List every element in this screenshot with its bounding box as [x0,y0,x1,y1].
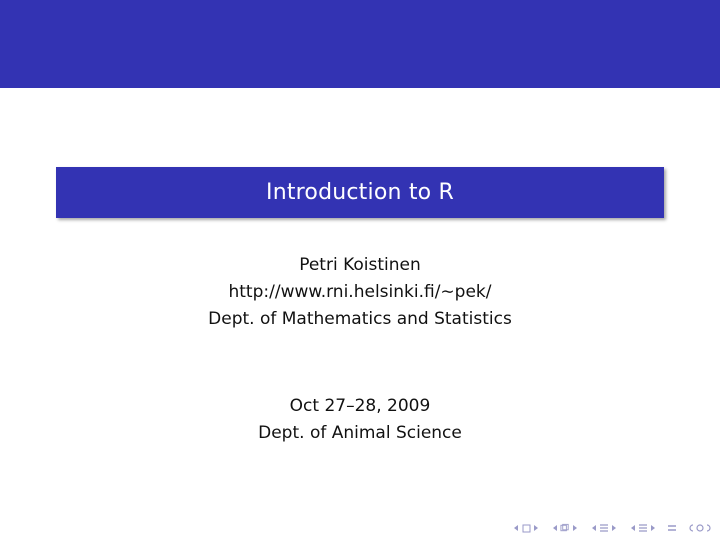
search-icon[interactable] [686,522,714,534]
appendix-icon[interactable] [667,522,677,534]
presentation-venue: Dept. of Animal Science [258,423,462,443]
document-icon[interactable] [638,522,648,534]
author-block [0,252,720,333]
arrow-left-icon[interactable] [550,522,560,534]
subsection-icon[interactable] [560,522,570,534]
arrow-left-icon[interactable] [511,522,521,534]
author-affiliation: Dept. of Mathematics and Statistics [208,309,512,329]
presentation-date: Oct 27–28, 2009 [289,396,431,416]
beamer-navigation-bar [502,521,714,535]
section-icon[interactable] [599,522,609,534]
header-bar [0,0,720,88]
document-nav-group [628,522,658,534]
arrow-left-icon[interactable] [589,522,599,534]
section-nav-group [589,522,619,534]
frame-nav-group [511,522,541,534]
date-block [0,393,720,447]
arrow-right-icon[interactable] [609,522,619,534]
arrow-right-icon[interactable] [648,522,658,534]
appendix-nav-group [667,522,677,534]
subsection-nav-group [550,522,580,534]
arrow-right-icon[interactable] [531,522,541,534]
arrow-left-icon[interactable] [628,522,638,534]
slide-title: Introduction to R [266,180,454,205]
author-name: Petri Koistinen [299,255,421,275]
title-box [56,167,664,218]
author-url: http://www.rni.helsinki.fi/∼pek/ [228,282,492,302]
arrow-right-icon[interactable] [570,522,580,534]
search-nav-group [686,522,714,534]
frame-icon[interactable] [521,522,531,534]
